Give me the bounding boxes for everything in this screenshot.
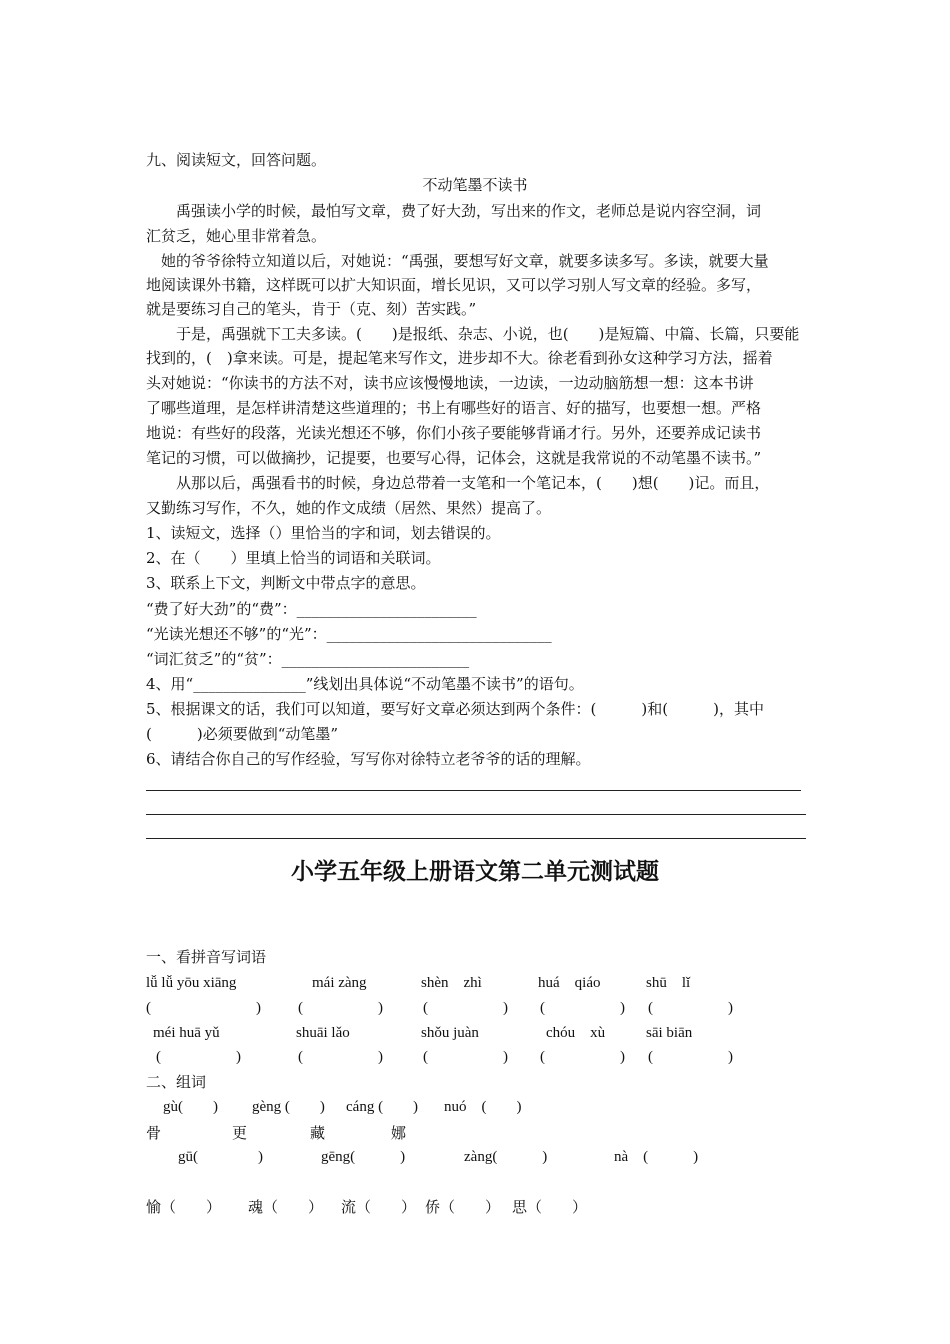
article-line: 从那以后，禹强看书的时候，身边总带着一支笔和一个笔记本，( )想( )记。而且， [146, 474, 770, 492]
question-6: 6、请结合你自己的写作经验，写写你对徐特立老爷爷的话的理解。 [146, 750, 591, 768]
question-5: 5、根据课文的话，我们可以知道，要写好文章必须达到两个条件：( )和( )，其中 [146, 700, 764, 718]
section-heading-2: 二、组词 [146, 1073, 207, 1091]
zuci-char: 更 [232, 1124, 248, 1142]
zuci-blank[interactable]: nà ( ) [614, 1149, 699, 1165]
pinyin: shū lǐ [646, 975, 691, 991]
pinyin: méi huā yǔ [153, 1025, 220, 1041]
answer-blank[interactable]: ( ) [648, 1049, 733, 1065]
question-3-item-fei: “费了好大劲”的“费”：________________________ [146, 600, 477, 618]
zuci-blank[interactable]: nuó ( ) [444, 1099, 522, 1115]
question-5-cont: ( )必须要做到“动笔墨” [146, 725, 339, 743]
pinyin: chóu xù [546, 1025, 606, 1041]
article-line: 了哪些道理，是怎样讲清楚这些道理的；书上有哪些好的语言、好的描写，也要想一想。严格 [146, 399, 762, 417]
answer-blank[interactable]: ( ) [648, 1000, 733, 1016]
zuci-char: 骨 [146, 1124, 162, 1142]
question-4: 4、用“_______________”线划出具体说“不动笔墨不读书”的语句。 [146, 675, 584, 693]
article-line: 于是，禹强就下工夫多读。( )是报纸、杂志、小说，也( )是短篇、中篇、长篇，只要能 [146, 325, 800, 343]
pinyin: sāi biān [646, 1025, 693, 1041]
pinyin: lǚ lǚ yōu xiāng [146, 975, 237, 991]
answer-line[interactable] [146, 838, 806, 839]
pinyin: shǒu juàn [421, 1025, 479, 1041]
answer-blank[interactable]: ( ) [423, 1000, 508, 1016]
answer-blank[interactable]: ( ) [156, 1049, 241, 1065]
answer-blank[interactable]: ( ) [298, 1049, 383, 1065]
article-line: 头对她说：“你读书的方法不对，读书应该慢慢地读，一边读，一边动脑筋想一想：这本书讲 [146, 374, 754, 392]
zuci-blank[interactable]: zàng( ) [464, 1149, 548, 1165]
article-line: 汇贫乏，她心里非常着急。 [146, 227, 327, 245]
question-3-item-guang: “光读光想还不够”的“光”：______________________________ [146, 625, 552, 643]
question-2: 2、在（ ）里填上恰当的词语和关联词。 [146, 549, 441, 567]
answer-blank[interactable]: ( ) [298, 1000, 383, 1016]
article-line: 她的爷爷徐特立知道以后，对她说：“禹强，要想写好文章，就要多读多写。多读，就要大量 [146, 252, 769, 270]
question-1: 1、读短文，选择（）里恰当的字和词，划去错误的。 [146, 524, 501, 542]
question-3-item-pin: “词汇贫乏”的“贫”：_________________________ [146, 650, 470, 668]
article-line: 禹强读小学的时候，最怕写文章，费了好大劲，写出来的作文，老师总是说内容空洞，词 [146, 202, 762, 220]
zuci-blank[interactable]: gēng( ) [321, 1149, 406, 1165]
zuci-blank[interactable]: 魂（ ） [248, 1198, 324, 1216]
article-line: 笔记的习惯，可以做摘抄，记提要，也要写心得，记体会，这就是我常说的不动笔墨不读书。” [146, 449, 762, 467]
pinyin: mái zàng [312, 975, 367, 991]
zuci-char: 娜 [391, 1124, 407, 1142]
pinyin: shuāi lǎo [296, 1025, 350, 1041]
answer-blank[interactable]: ( ) [540, 1049, 625, 1065]
zuci-blank[interactable]: gù( ) [163, 1099, 218, 1115]
article-line: 地阅读课外书籍，这样既可以扩大知识面，增长见识，又可以学习别人写文章的经验。多写， [146, 276, 762, 294]
zuci-blank[interactable]: 愉（ ） [146, 1198, 222, 1216]
pinyin: shèn zhì [421, 975, 482, 991]
pinyin: huá qiáo [538, 975, 601, 991]
zuci-blank[interactable]: 侨（ ） [425, 1198, 501, 1216]
article-line: 又勤练习写作，不久，她的作文成绩（居然、果然）提高了。 [146, 499, 552, 517]
answer-blank[interactable]: ( ) [540, 1000, 625, 1016]
section-heading-1: 一、看拼音写词语 [146, 948, 267, 966]
section-heading-9: 九、阅读短文，回答问题。 [146, 151, 327, 169]
article-line: 地说：有些好的段落，光读光想还不够，你们小孩子要能够背诵才行。另外，还要养成记读书 [146, 424, 762, 442]
zuci-blank[interactable]: 流（ ） [341, 1198, 417, 1216]
article-line: 找到的，( )拿来读。可是，提起笔来写作文，进步却不大。徐老看到孙女这种学习方法，摇着 [146, 349, 773, 367]
answer-line[interactable] [146, 814, 806, 815]
answer-blank[interactable]: ( ) [146, 1000, 261, 1016]
unit-title: 小学五年级上册语文第二单元测试题 [291, 859, 659, 885]
zuci-blank[interactable]: 思（ ） [512, 1198, 588, 1216]
answer-line[interactable] [146, 790, 801, 791]
zuci-blank[interactable]: cáng ( ) [346, 1099, 419, 1115]
question-3: 3、联系上下文，判断文中带点字的意思。 [146, 574, 426, 592]
answer-blank[interactable]: ( ) [423, 1049, 508, 1065]
zuci-blank[interactable]: gū( ) [178, 1149, 263, 1165]
zuci-char: 藏 [310, 1124, 326, 1142]
zuci-blank[interactable]: gèng ( ) [252, 1099, 325, 1115]
article-title: 不动笔墨不读书 [422, 176, 528, 194]
article-line: 就是要练习自己的笔头，肯于（克、刻）苦实践。” [146, 300, 477, 318]
